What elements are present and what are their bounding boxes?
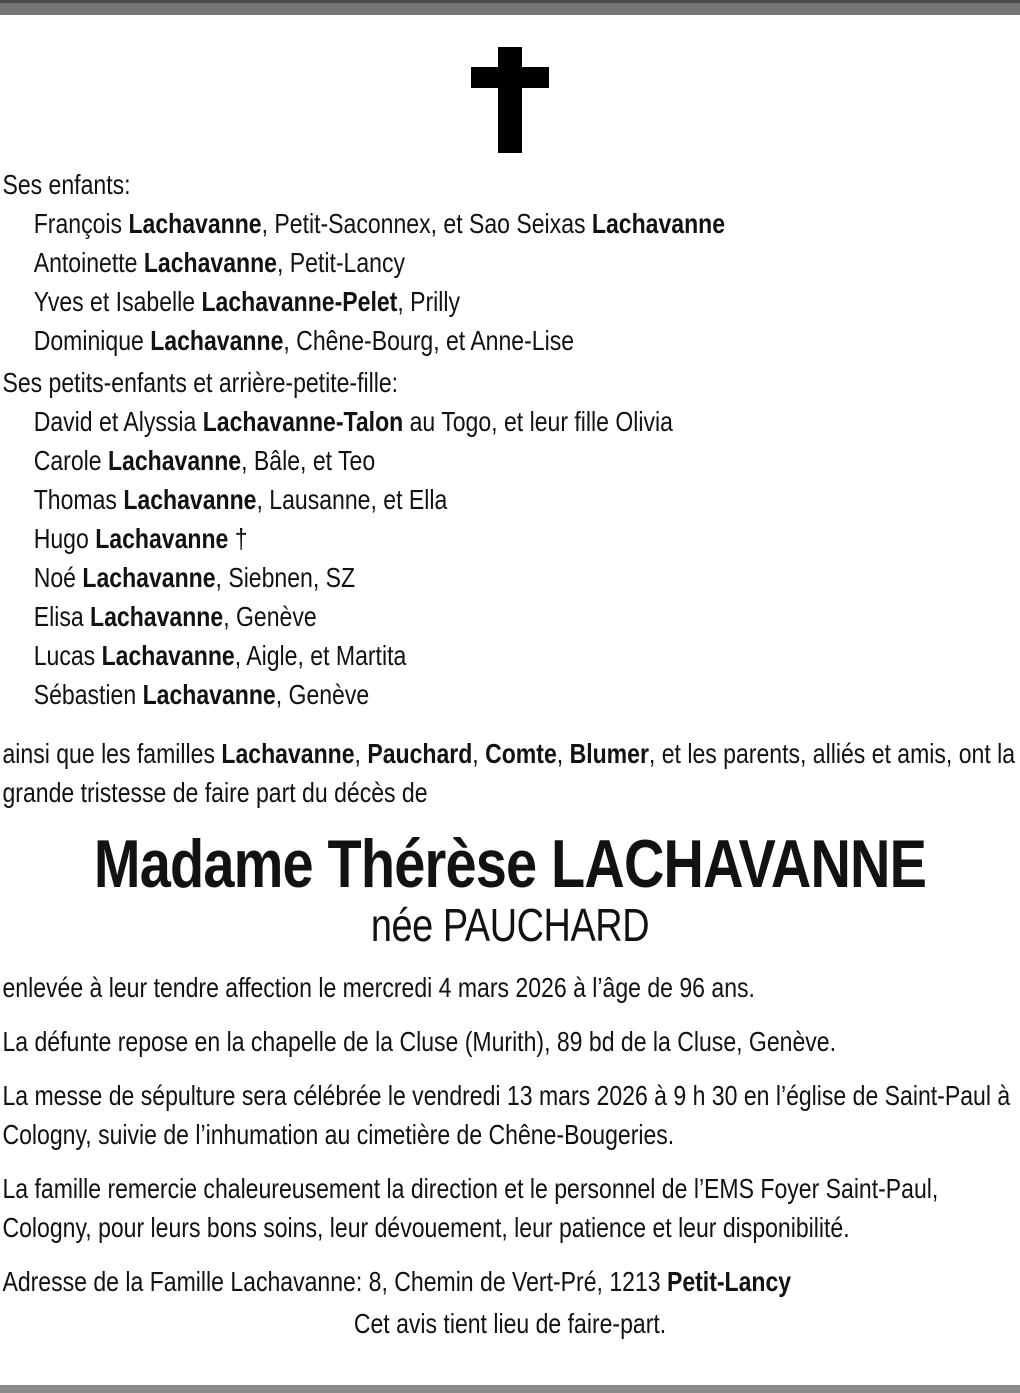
list-item: Elisa Lachavanne, Genève <box>33 601 317 632</box>
grandchildren-section-label: Ses petits-enfants et arrière-petite-fille: <box>2 367 399 398</box>
list-item: François Lachavanne, Petit-Saconnex, et Sao Seixas Lachavanne <box>33 208 726 239</box>
maiden-name: née PAUCHARD <box>370 899 650 951</box>
list-item: Dominique Lachavanne, Chêne-Bourg, et Anne-Lise <box>33 325 575 356</box>
list-item: Lucas Lachavanne, Aigle, et Martita <box>33 640 407 671</box>
intro-paragraph: ainsi que les familles Lachavanne, Pauchard, Comte, Blumer, et les parents, alliés et amis, ont la grande tristesse de faire part du décès de <box>2 738 1016 808</box>
deceased-name-title: Madame Thérèse LACHAVANNE <box>93 826 927 902</box>
latin-cross-icon <box>471 47 549 153</box>
thanks-paragraph: La famille remercie chaleureusement la direction et le personnel de l’EMS Foyer Saint-Paul, Cologny, pour leurs bons soins, leur dévouement, leur patience et leur disponibilité. <box>2 1173 939 1243</box>
list-item: Sébastien Lachavanne, Genève <box>33 679 370 710</box>
cross-container <box>0 47 1020 153</box>
list-item: Hugo Lachavanne † <box>33 523 248 554</box>
bottom-border-bar <box>0 1385 1020 1393</box>
grandchildren-list <box>2 402 1017 714</box>
list-item: Thomas Lachavanne, Lausanne, et Ella <box>33 484 448 515</box>
list-item: Yves et Isabelle Lachavanne-Pelet, Prilly <box>33 286 461 317</box>
death-announcement-paragraph: enlevée à leur tendre affection le mercredi 4 mars 2026 à l’âge de 96 ans. <box>2 972 755 1003</box>
list-item: David et Alyssia Lachavanne-Talon au Togo, et leur fille Olivia <box>33 406 673 437</box>
family-address-paragraph: Adresse de la Famille Lachavanne: 8, Chemin de Vert-Pré, 1213 Petit-Lancy <box>2 1266 792 1297</box>
top-border-bar <box>0 0 1020 15</box>
mass-paragraph: La messe de sépulture sera célébrée le vendredi 13 mars 2026 à 9 h 30 en l’église de Saint-Paul à Cologny, suivie de l’inhumation au cimetière de Chêne-Bougeries. <box>2 1080 1011 1150</box>
grandchildren-section <box>2 363 1017 714</box>
children-section <box>2 165 1017 360</box>
obituary-body <box>0 165 1020 1343</box>
list-item: Carole Lachavanne, Bâle, et Teo <box>33 445 376 476</box>
closing-line: Cet avis tient lieu de faire-part. <box>353 1308 667 1339</box>
children-list <box>2 204 1017 360</box>
list-item: Noé Lachavanne, Siebnen, SZ <box>33 562 356 593</box>
repose-paragraph: La défunte repose en la chapelle de la Cluse (Murith), 89 bd de la Cluse, Genève. <box>2 1026 837 1057</box>
list-item: Antoinette Lachavanne, Petit-Lancy <box>33 247 406 278</box>
children-section-label: Ses enfants: <box>2 169 131 200</box>
